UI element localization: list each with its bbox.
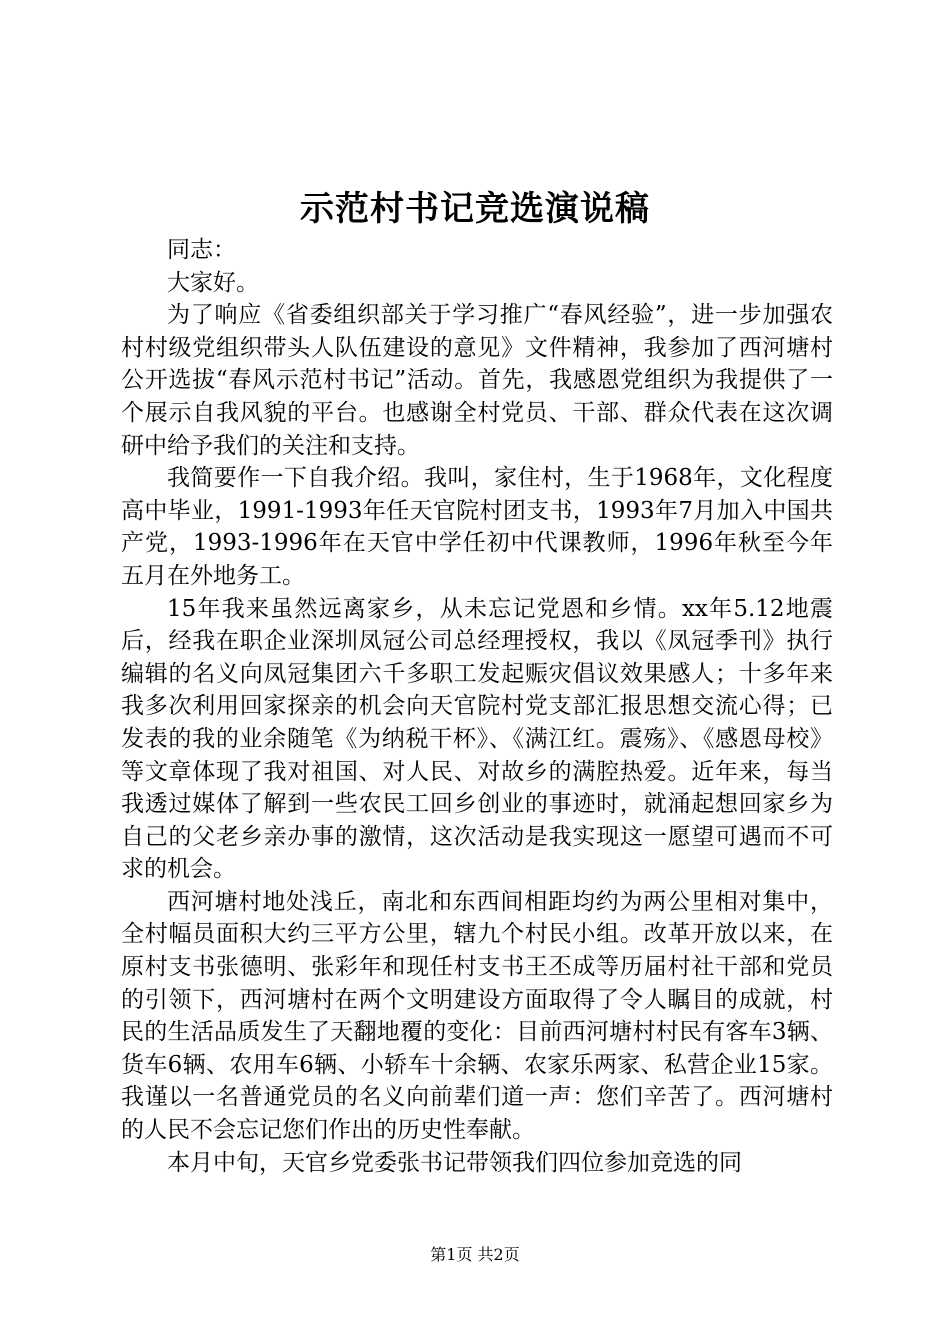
document-title: 示范村书记竞选演说稿 (300, 189, 650, 229)
salutation: 同志： (167, 237, 236, 263)
paragraph: 本月中旬，天官乡党委张书记带领我们四位参加竞选的同 (167, 1149, 742, 1176)
page-number-footer: 第1页 共2页 (430, 1245, 520, 1264)
greeting: 大家好。 (167, 269, 259, 296)
paragraph: 西河塘村地处浅丘，南北和东西间相距均约为两公里相对集中，全村幅员面积大约三平方公里，辖九个村民小组。改革开放以来，在原村支书张德明、张彩年和现任村支书王丕成等历届村社干部和党员的引领下，西河塘村在两个文明建设方面取得了令人瞩目的成就，村民的生活品质发生了天翻地覆的变化：目前西河塘村村民有客车3辆、货车6辆、农用车6辆、小轿车十余辆、农家乐两家、私营企业15家。我谨以一名普通党员的名义向前辈们道一声：您们辛苦了。西河塘村的人民不会忘记您们作出的历史性奉献。 (121, 888, 833, 1144)
paragraph: 15年我来虽然远离家乡，从未忘记党恩和乡情。xx年5.12地震后，经我在职企业深圳凤冠公司总经理授权，我以《凤冠季刊》执行编辑的名义向凤冠集团六千多职工发起赈灾倡议效果感人；十多年来我多次利用回家探亲的机会向天官院村党支部汇报思想交流心得；已发表的我的业余随笔《为纳税干杯》、《满江红。震殇》、《感恩母校》等文章体现了我对祖国、对人民、对故乡的满腔热爱。近年来，每当我透过媒体了解到一些农民工回乡创业的事迹时，就涌起想回家乡为自己的父老乡亲办事的激情，这次活动是我实现这一愿望可遇而不可求的机会。 (121, 595, 833, 883)
document-body (121, 234, 833, 1179)
paragraph: 为了响应《省委组织部关于学习推广“春风经验”，进一步加强农村村级党组织带头人队伍建设的意见》文件精神，我参加了西河塘村公开选拔“春风示范村书记”活动。首先，我感恩党组织为我提供了一个展示自我风貌的平台。也感谢全村党员、干部、群众代表在这次调研中给予我们的关注和支持。 (121, 302, 833, 459)
paragraph: 我简要作一下自我介绍。我叫，家住村，生于1968年，文化程度高中毕业，1991-1993年任天官院村团支书，1993年7月加入中国共产党，1993-1996年在天官中学任初中代课教师，1996年秋至今年五月在外地务工。 (121, 465, 833, 589)
